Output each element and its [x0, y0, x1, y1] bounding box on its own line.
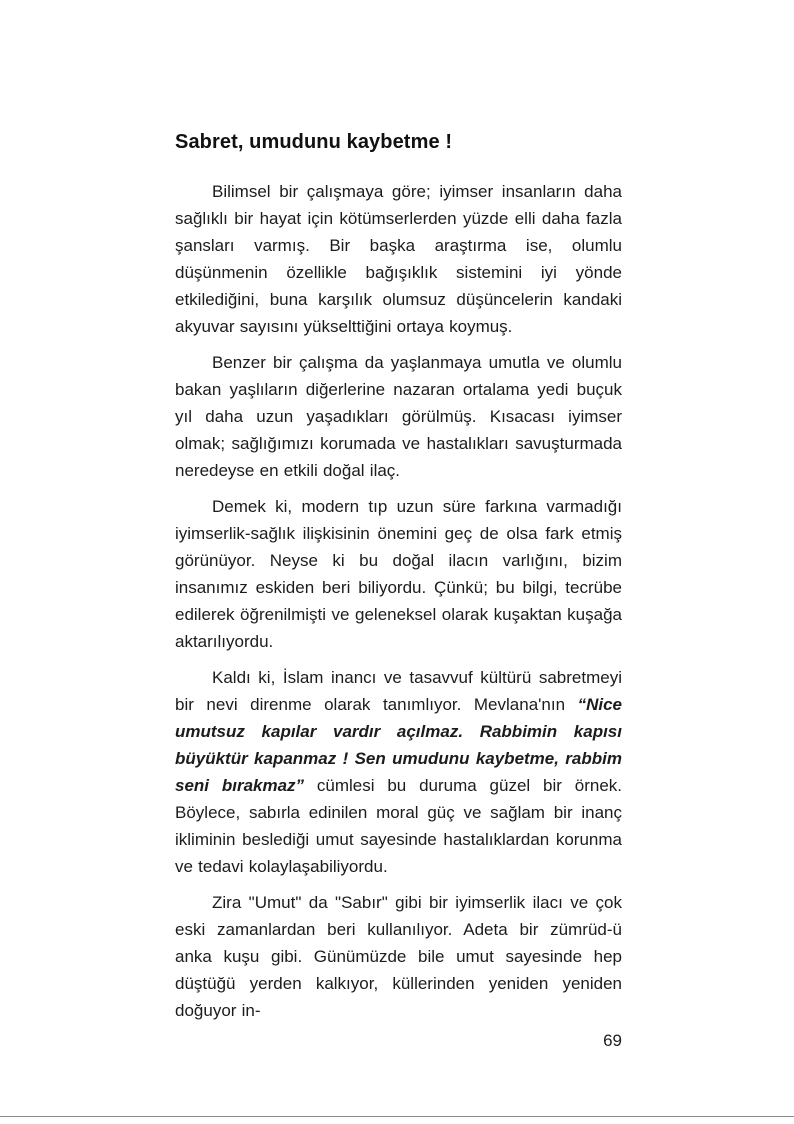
paragraph-1: Bilimsel bir çalışmaya göre; iyimser insanların daha sağlıklı bir hayat için kötümserlerden yüzde elli daha fazla şansları varmış. Bir başka araştırma ise, olumlu düşünmenin özellikle bağışıklık sistemini iyi yönde etkilediğini, buna karşılık olumsuz düşüncelerin kandaki akyuvar sayısını yükselttiğini ortaya koymuş. — [175, 182, 622, 336]
paragraph-4-text-after: cümlesi bu duruma güzel bir örnek. Böylece, sabırla edinilen moral güç ve sağlam bir inanç ikliminin beslediği umut sayesinde hastalıklardan korunma ve tedavi kolaylaşabiliyordu. — [175, 776, 622, 876]
paragraph-4 — [175, 664, 622, 880]
page-title: Sabret, umudunu kaybetme ! — [175, 131, 453, 153]
paragraph-2: Benzer bir çalışma da yaşlanmaya umutla ve olumlu bakan yaşlıların diğerlerine nazaran ortalama yedi buçuk yıl daha uzun yaşadıkları görülmüş. Kısacası iyimser olmak; sağlığımızı korumada ve hastalıkları savuşturmada neredeyse en etkili doğal ilaç. — [175, 353, 622, 480]
paragraph-5: Zira "Umut" da "Sabır" gibi bir iyimserlik ilacı ve çok eski zamanlardan beri kullanılıyor. Adeta bir zümrüd-ü anka kuşu gibi. Günümüzde bile umut sayesinde hep düştüğü yerden kalkıyor, küllerinden yeniden yeniden doğuyor in- — [175, 893, 622, 1020]
paragraph-4-text-before: Kaldı ki, İslam inancı ve tasavvuf kültürü sabretmeyi bir nevi direnme olarak tanımlıyor. Mevlana'nın — [175, 668, 622, 714]
footer-divider — [0, 1116, 794, 1117]
mevlana-quote: “Nice umutsuz kapılar vardır açılmaz. Rabbimin kapısı büyüktür kapanmaz ! Sen umudunu kaybetme, rabbim seni bırakmaz” — [175, 695, 622, 795]
page-number: 69 — [603, 1031, 622, 1050]
book-page — [175, 131, 622, 1054]
paragraph-3: Demek ki, modern tıp uzun süre farkına varmadığı iyimserlik-sağlık ilişkisinin önemini geç de olsa fark etmiş görünüyor. Neyse ki bu doğal ilacın varlığını, bizim insanımız eskiden beri biliyordu. Çünkü; bu bilgi, tecrübe edilerek öğrenilmişti ve geleneksel olarak kuşaktan kuşağa aktarılıyordu. — [175, 497, 622, 651]
